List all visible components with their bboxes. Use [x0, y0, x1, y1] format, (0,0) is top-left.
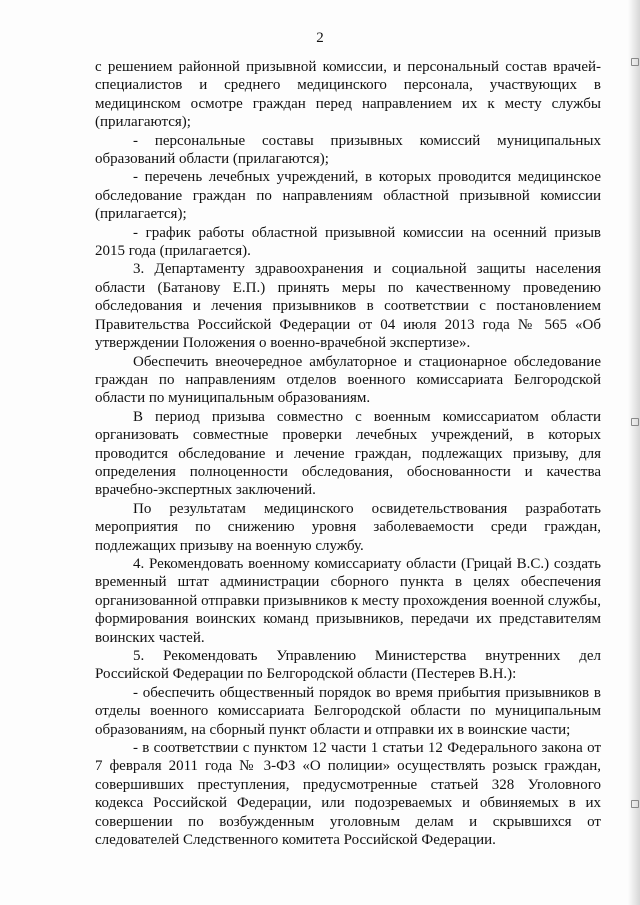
paragraph-3: - перечень лечебных учреждений, в которых проводится медицинское обследование граждан по направлениям областной призывной комиссии (прилагается);: [95, 169, 601, 223]
scan-edge-shadow: [628, 0, 640, 905]
page-number: 2: [316, 30, 324, 46]
paragraph-12: - в соответствии с пунктом 12 части 1 статьи 12 Федерального закона от 7 февраля 2011 года № 3-ФЗ «О полиции» осуществлять розыск граждан, совершивших преступления, предусмотренные статьей 328 Уголовного кодекса Российской Федерации, или подозреваемых и обвиняемых в их совершении по возбужденным уголовным делам и скрывшихся от следователей Следственного комитета Российской Федерации.: [95, 740, 601, 849]
scan-edge-mark: [631, 800, 639, 808]
paragraph-8: По результатам медицинского освидетельствования разработать мероприятия по снижению уровня заболеваемости среди граждан, подлежащих призыву на военную службу.: [95, 500, 601, 554]
paragraph-11: - обеспечить общественный порядок во время прибытия призывников в отделы военного комиссариата Белгородской области по муниципальным образованиям, на сборный пункт области и отправки их в воинские части;: [95, 684, 601, 738]
scan-edge-mark: [631, 58, 639, 66]
paragraph-5: 3. Департаменту здравоохранения и социальной защиты населения области (Батанову Е.П.) принять меры по качественному проведению обследования и лечения призывников в соответствии с постановлением Правительства Российской Федерации от 04 июля 2013 года № 565 «Об утверждении Положения о военно-врачебной экспертизе».: [95, 261, 601, 352]
paragraph-4: - график работы областной призывной комиссии на осенний призыв 2015 года (прилагается).: [95, 224, 601, 260]
paragraph-7: В период призыва совместно с военным комиссариатом области организовать совместные проверки лечебных учреждений, в которых проводится обследование и лечение граждан, подлежащих призыву, для определения полноценности обследования, обоснованности и качества врачебно-экспертных заключений.: [95, 408, 601, 499]
paragraph-1: с решением районной призывной комиссии, и персональный состав врачей-специалистов и среднего медицинского персонала, участвующих в медицинском осмотре граждан перед направлением их к месту службы (прилагаются);: [95, 59, 601, 131]
paragraph-6: Обеспечить внеочередное амбулаторное и стационарное обследование граждан по направлениям отделов военного комиссариата Белгородской области по муниципальным образованиям.: [95, 353, 601, 407]
document-body: [95, 58, 601, 849]
scan-edge-mark: [631, 418, 639, 426]
paragraph-10: 5. Рекомендовать Управлению Министерства внутренних дел Российской Федерации по Белгородской области (Пестерев В.Н.):: [95, 648, 601, 683]
paragraph-9: 4. Рекомендовать военному комиссариату области (Грицай В.С.) создать временный штат администрации сборного пункта в целях обеспечения организованной отправки призывников к месту прохождения военной службы, формирования воинских команд призывников, передачи их представителям воинских частей.: [95, 555, 601, 646]
paragraph-2: - персональные составы призывных комиссий муниципальных образований области (прилагаются);: [95, 132, 601, 168]
